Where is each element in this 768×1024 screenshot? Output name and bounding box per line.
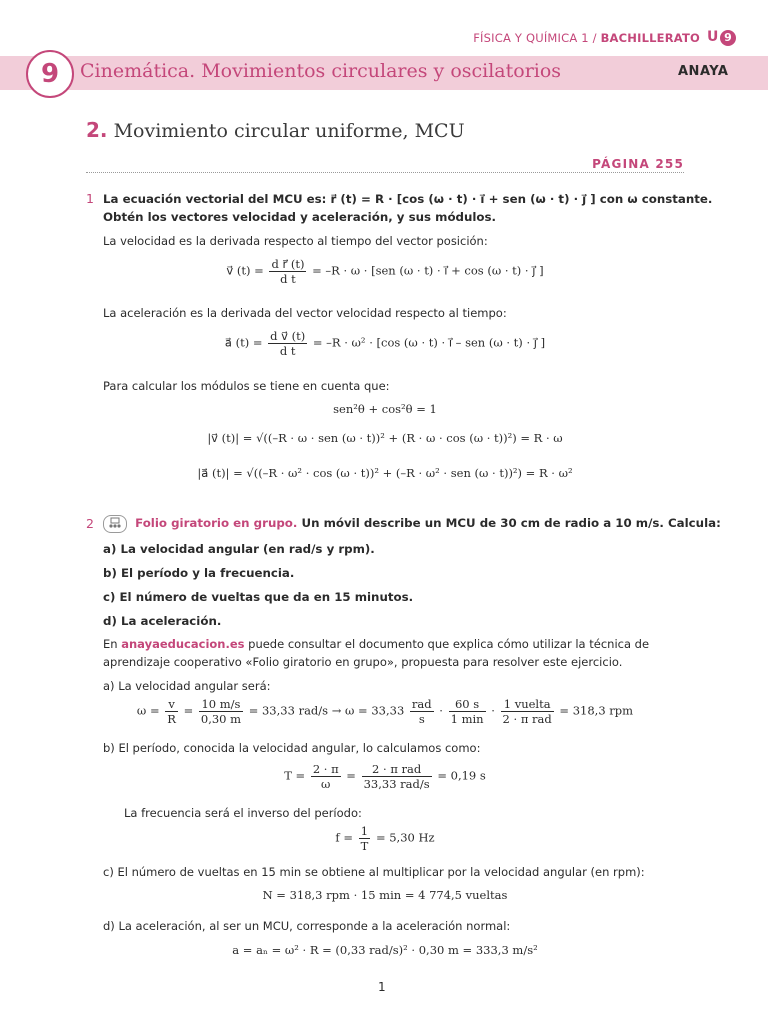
b-eq2-end: = 5,30 Hz <box>375 830 435 845</box>
exercise-1-question-line2: Obtén los vectores velocidad y aceleración, y sus módulos. <box>103 210 497 224</box>
brand-logo: ANAYA <box>678 64 729 79</box>
group-work-icon <box>103 515 127 533</box>
b-eq-end: = 0,19 s <box>437 768 486 783</box>
answer-c-equation: N = 318,3 rpm · 15 min = 4 774,5 vueltas <box>262 888 508 902</box>
note-post: puede consultar el documento que explica cómo utilizar la técnica de <box>248 637 650 651</box>
eq-velocity-right: = –R · ω · [sen (ω · t) · i⃗ + cos (ω · t) · j⃗ ] <box>312 263 544 278</box>
a-frac-5-num: 1 vuelta <box>501 697 554 712</box>
answer-b-frequency-text: La frecuencia será el inverso del período: <box>124 806 362 820</box>
a-frac-1-num: v <box>165 697 178 712</box>
answer-d-text: d) La aceleración, al ser un MCU, corresponde a la aceleración normal: <box>103 919 511 933</box>
a-frac-1-den: R <box>167 712 176 726</box>
exercise-2-question <box>103 514 721 533</box>
eq-accel-fraction <box>268 329 307 358</box>
eq-velocity-left: v⃗ (t) = <box>226 263 264 278</box>
chapter-title: Cinemática. Movimientos circulares y oscilatorios <box>80 60 562 82</box>
a-eq-left: ω = <box>136 703 160 718</box>
ex1-identity-equation: sen²θ + cos²θ = 1 <box>333 402 437 416</box>
b-eq2-left: f = <box>335 830 353 845</box>
eq-accel-right: = –R · ω² · [cos (ω · t) · i⃗ – sen (ω · t) · j⃗ ] <box>312 335 546 350</box>
answer-b-equation: T = $\frac{2 \cdot \pi}{\omega}$ = $\frac{\text{2 · π rad}}{\text{33,33 rad/s}}$ = 0,19 s <box>284 762 486 791</box>
eq-accel-left: a⃗ (t) = <box>224 335 263 350</box>
subject-label <box>473 31 700 45</box>
b-eq-left: T = <box>284 768 306 783</box>
exercise-2-note <box>103 636 685 653</box>
subject-text: FÍSICA Y QUÍMICA 1 / <box>473 31 597 45</box>
ex1-velocity-equation <box>86 257 684 286</box>
answer-d-equation: a = aₙ = ω² · R = (0,33 rad/s)² · 0,30 m = 333,3 m/s² <box>232 943 538 957</box>
ex1-acceleration-equation <box>86 329 684 358</box>
answer-b-text: b) El período, conocida la velocidad angular, lo calculamos como: <box>103 741 481 755</box>
a-frac-4 <box>449 697 486 726</box>
page-label: PÁGINA 255 <box>592 157 684 171</box>
ex1-velocity-module-equation: |v⃗ (t)| = √((–R · ω · sen (ω · t))² + (R · ω · cos (ω · t))²) = R · ω <box>207 431 563 445</box>
exercise-1-question-line1: La ecuación vectorial del MCU es: r⃗ (t) = R · [cos (ω · t) · i⃗ + sen (ω · t) · j⃗ ] con ω constante. <box>103 192 713 206</box>
eq-accel-numerator: d v⃗ (t) <box>270 329 306 343</box>
b-frac-3 <box>359 824 371 853</box>
b-frac-2-den: 33,33 rad/s <box>363 777 430 791</box>
level-text: BACHILLERATO <box>600 31 700 45</box>
exercise-2-item-d: d) La aceleración. <box>103 614 222 628</box>
b-frac-3-den: T <box>360 839 369 853</box>
note-pre: En <box>103 637 118 651</box>
page-number: 1 <box>378 980 386 994</box>
eq-velocity-fraction <box>269 257 306 286</box>
exercise-2-item-a: a) La velocidad angular (en rad/s y rpm). <box>103 542 375 556</box>
a-frac-2-num: 10 m/s <box>199 697 243 712</box>
a-frac-3-den: s <box>418 712 425 726</box>
exercise-2-note-line2: aprendizaje cooperativo «Folio giratorio en grupo», propuesta para resolver este ejercicio. <box>103 655 623 669</box>
answer-c-text: c) El número de vueltas en 15 min se obtiene al multiplicar por la velocidad angular (en rpm): <box>103 865 645 879</box>
b-frac-2 <box>362 762 432 791</box>
exercise-2-number: 2 <box>86 516 94 531</box>
chapter-number-badge: 9 <box>26 50 74 98</box>
a-eq-mid1: = <box>183 703 194 718</box>
a-frac-4-num: 60 s <box>449 697 486 712</box>
unit-number-badge: 9 <box>720 30 736 46</box>
exercise-2-lead: Folio giratorio en grupo. <box>135 516 298 530</box>
a-frac-2 <box>199 697 243 726</box>
answer-b-frequency-equation <box>86 824 684 853</box>
eq-velocity-denominator: d t <box>280 272 296 286</box>
a-frac-2-den: 0,30 m <box>200 712 242 726</box>
anaya-link[interactable]: anayaeducacion.es <box>121 637 245 651</box>
exercise-1-number: 1 <box>86 191 94 206</box>
a-frac-5 <box>501 697 554 726</box>
dotted-divider <box>86 172 684 173</box>
answer-a-text: a) La velocidad angular será: <box>103 679 271 693</box>
ex1-paragraph-acceleration: La aceleración es la derivada del vector velocidad respecto al tiempo: <box>103 306 507 320</box>
unit-prefix: U <box>707 29 719 45</box>
exercise-2-question-text: Un móvil describe un MCU de 30 cm de radio a 10 m/s. Calcula: <box>301 516 721 530</box>
b-frac-1 <box>311 762 341 791</box>
section-title <box>86 118 465 142</box>
eq-accel-denominator: d t <box>279 344 296 358</box>
ex1-paragraph-velocity: La velocidad es la derivada respecto al tiempo del vector posición: <box>103 234 488 248</box>
a-frac-4-den: 1 min <box>450 712 484 726</box>
a-frac-3 <box>410 697 434 726</box>
exercise-2-item-b: b) El período y la frecuencia. <box>103 566 295 580</box>
ex1-paragraph-modules: Para calcular los módulos se tiene en cuenta que: <box>103 379 390 393</box>
exercise-2-item-c: c) El número de vueltas que da en 15 minutos. <box>103 590 414 604</box>
eq-velocity-numerator: d r⃗ (t) <box>271 257 305 271</box>
section-title-text: Movimiento circular uniforme, MCU <box>113 120 465 142</box>
a-frac-1 <box>165 697 178 726</box>
section-number: 2. <box>86 118 108 142</box>
b-frac-3-num: 1 <box>359 824 371 839</box>
a-eq-mid2: = 33,33 rad/s → ω = 33,33 <box>248 703 405 718</box>
b-frac-2-num: 2 · π rad <box>362 762 432 777</box>
b-frac-1-num: 2 · π <box>312 762 339 776</box>
a-frac-3-num: rad <box>411 697 432 711</box>
a-frac-5-den: 2 · π rad <box>502 712 552 726</box>
answer-a-equation: ω = $\frac{v}{R}$ = $\frac{10 m/s}{0,30 m}$ = 33,33 rad/s → ω = 33,33 $\frac{\text{rad}}{s}$ · $\frac{60 s}{1 \min}$ · $\frac{\text{1 vuelta}}{\text{2 · π rad}}$ = 318,3 rpm <box>136 697 634 726</box>
a-eq-end: = 318,3 rpm <box>559 703 634 718</box>
ex1-acceleration-module-equation: |a⃗ (t)| = √((–R · ω² · cos (ω · t))² + (–R · ω² · sen (ω · t))²) = R · ω² <box>197 466 573 480</box>
b-frac-1-den: ω <box>321 777 331 791</box>
